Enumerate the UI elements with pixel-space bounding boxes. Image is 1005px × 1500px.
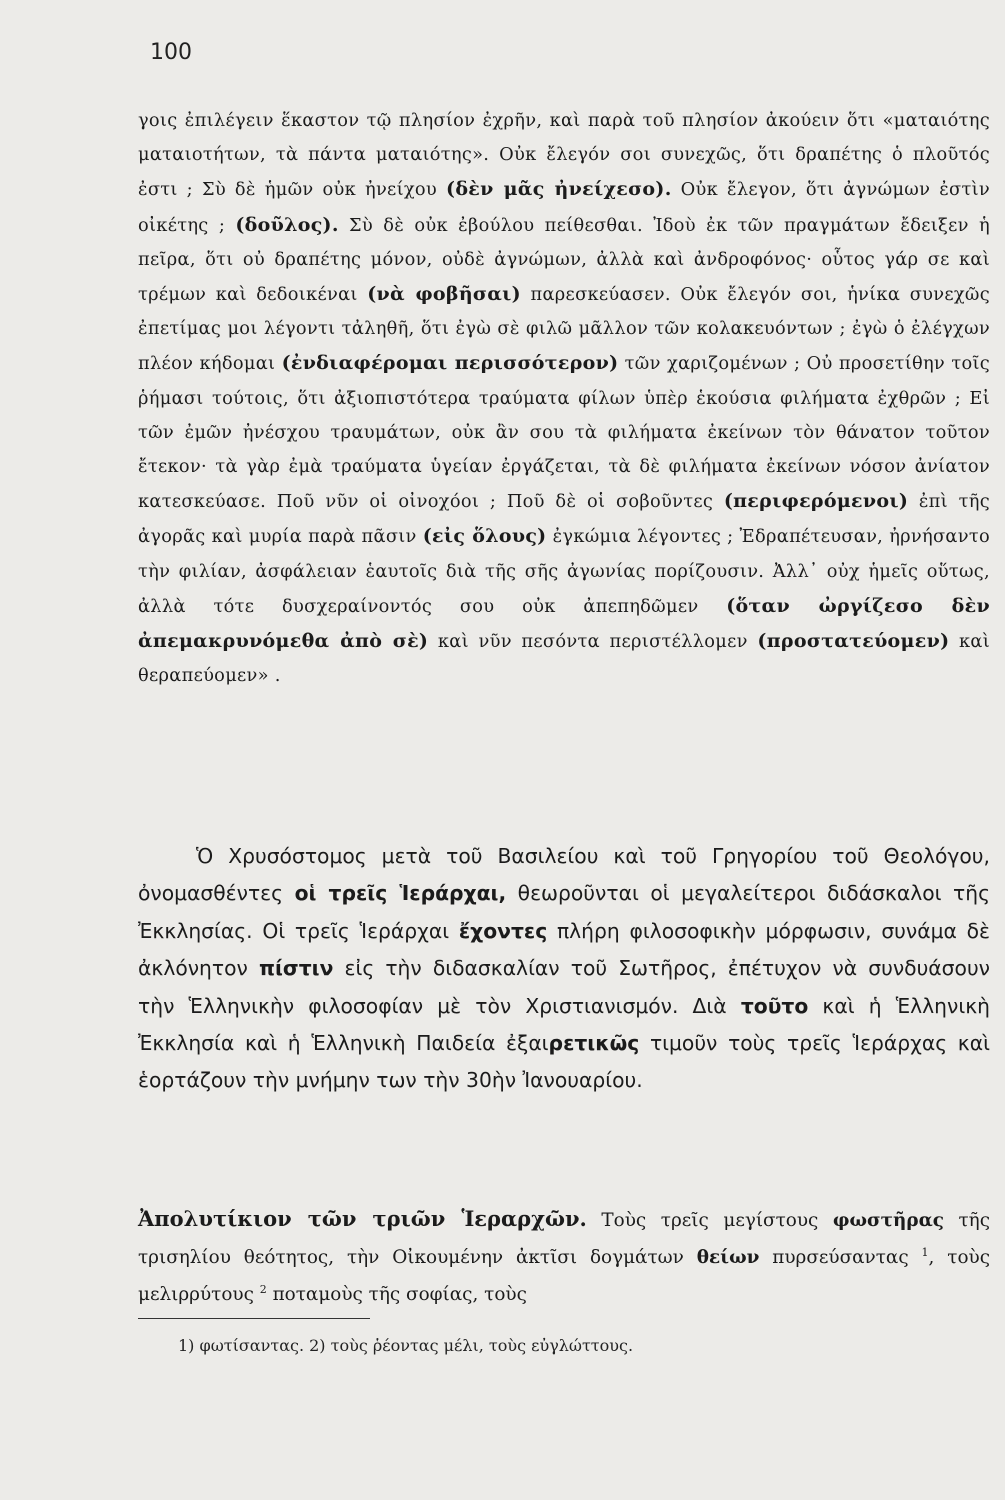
footnote: 1) φωτίσαντας. 2) τοὺς ῥέοντας μέλι, τοὺς εὐγλώττους. xyxy=(178,1336,634,1355)
text-run: ποταμοὺς τῆς σοφίας, τοὺς xyxy=(266,1284,527,1305)
gloss: (ἐνδιαφέρομαι περισσότερον) xyxy=(281,352,619,375)
text-run: καὶ νῦν πεσόντα περιστέλλομεν xyxy=(428,631,758,653)
emphasis: ρετικῶς xyxy=(548,1031,640,1056)
text-run: ἐπὶ τῆς ἀγορᾶς καὶ μυρία παρὰ πᾶσιν xyxy=(138,491,990,548)
text-run: Οὐκ ἔλεγον, ὅτι ἀγνώμων ἐστὶν οἰκέτης ; xyxy=(138,179,990,236)
apolytikion-title: Ἀπολυτίκιον τῶν τριῶν Ἱεραρχῶν. xyxy=(138,1206,587,1231)
gloss: (δὲν μᾶς ἠνείχεσο). xyxy=(446,178,672,201)
text-run: πλήρη φιλοσοφικὴν μόρφωσιν, συνάμα δὲ ἀκλόνητον xyxy=(138,918,990,981)
gloss: (ὅταν ὠργίζεσο δὲν ἀπεμακρυνόμεθα ἀπὸ σὲ) xyxy=(138,594,990,653)
text-run: ἐγκώμια λέγοντες ; Ἐδραπέτευσαν, ἠρνήσαντο τὴν φιλίαν, ἀσφάλειαν ἑαυτοῖς διὰ τῆς σῆς ἀγωνίας πορίζουσιν. Ἀλλ᾽ οὐχ ἡμεῖς οὕτως, ἀλλὰ τότε δυσχεραίνοντός σου οὐκ ἀπεπηδῶμεν xyxy=(138,526,990,617)
footnote-marker: 1 xyxy=(921,1245,929,1259)
emphasis: φωστῆρας xyxy=(832,1210,944,1231)
text-run: καὶ ἡ Ἑλληνικὴ Ἐκκλησία καὶ ἡ Ἑλληνικὴ Παιδεία ἐξαι xyxy=(138,993,990,1056)
text-run: παρεσκεύασεν. Οὐκ ἔλεγόν σοι, ἡνίκα συνεχῶς ἐπετίμας μοι λέγοντι τἀληθῆ, ὅτι ἐγὼ σὲ φιλῶ μᾶλλον τῶν κολακευόντων ; ἐγὼ ὁ ἐλέγχων πλέον κήδομαι xyxy=(138,284,990,375)
text-run: τῶν χαριζομένων ; Οὐ προσετίθην τοῖς ῥήμασι τούτοις, ὅτι ἀξιοπιστότερα τραύματα φίλων ὑπὲρ ἑκούσια φιλήματα ἐχθρῶν ; Εἰ τῶν ἐμῶν ἠνέσχου τραυμάτων, οὐκ ἂν σου τὰ φιλήματα ἐκείνων τὸν θάνατον τοῦτον ἔτεκον· τὰ γὰρ ἐμὰ τραύματα ὑγείαν ἐργάζεται, τὰ δὲ φιλήματα ἐκείνων νόσον ἀνίατον κατεσκεύασε. Ποῦ νῦν οἱ οἰνοχόοι ; Ποῦ δὲ οἱ σοβοῦντες xyxy=(138,353,990,513)
gloss: (περιφερόμενοι) xyxy=(723,490,909,513)
text-run: Ὁ Χρυσόστομος μετὰ τοῦ Βασιλείου καὶ τοῦ Γρηγορίου τοῦ Θεολόγου, ὀνομασθέντες xyxy=(138,844,990,906)
text-run: τιμοῦν τοὺς τρεῖς Ἱεράρχας καὶ ἑορτάζουν τὴν μνήμην των τὴν 30ὴν Ἰανουαρίου. xyxy=(138,1031,990,1093)
paragraph-apolytikion xyxy=(138,1200,990,1313)
text-run: Σὺ δὲ οὐκ ἐβούλου πείθεσθαι. Ἰδοὺ ἐκ τῶν πραγμάτων ἔδειξεν ἡ πεῖρα, ὅτι οὐ δραπέτης μόνον, οὐδὲ ἀγνώμων, ἀλλὰ καὶ ἀνδροφόνος· οὗτος γάρ σε καὶ τρέμων καὶ δεδοικέναι xyxy=(138,214,990,306)
paragraph-three-hierarchs xyxy=(138,838,990,1100)
text-run: γοις ἐπιλέγειν ἕκαστον τῷ πλησίον ἐχρῆν, καὶ παρὰ τοῦ πλησίον ἀκούειν ὅτι «ματαιότης ματαιοτήτων, τὰ πάντα ματαιότης». Οὐκ ἔλεγόν σοι συνεχῶς, ὅτι δραπέτης ὁ πλοῦτός ἐστι ; Σὺ δὲ ἡμῶν οὐκ ἠνείχου xyxy=(138,110,990,201)
text-run: Τοὺς τρεῖς μεγίστους xyxy=(586,1210,833,1231)
page-number: 100 xyxy=(150,40,192,65)
gloss: (δοῦλος). xyxy=(235,213,339,236)
gloss: (προστατεύομεν) xyxy=(757,630,950,653)
emphasis: πίστιν xyxy=(258,956,334,981)
text-run: εἰς τὴν διδασκαλίαν τοῦ Σωτῆρος, ἐπέτυχον νὰ συνδυάσουν τὴν Ἑλληνικὴν φιλοσοφίαν μὲ τὸν Χριστιανισμόν. Διὰ xyxy=(138,956,991,1018)
emphasis: οἱ τρεῖς Ἱεράρχαι, xyxy=(294,881,507,906)
text-run: τῆς τρισηλίου θεότητος, τὴν Οἰκουμένην ἀκτῖσι δογμάτων xyxy=(138,1210,990,1268)
text-run: , τοὺς μελιρρύτους xyxy=(138,1247,991,1305)
paragraph-sermon xyxy=(138,104,990,693)
text-run: πυρσεύσαντας xyxy=(759,1247,922,1268)
emphasis: τοῦτο xyxy=(740,993,809,1018)
footnote-marker: 2 xyxy=(259,1282,267,1296)
gloss: (νὰ φοβῆσαι) xyxy=(367,283,521,306)
text-run: καὶ θεραπεύομεν» . xyxy=(138,631,990,687)
text-run: θεωροῦνται οἱ μεγαλείτεροι διδάσκαλοι τῆς Ἐκκλησίας. Οἱ τρεῖς Ἱεράρχαι xyxy=(138,881,991,943)
gloss: (εἰς ὅλους) xyxy=(422,525,547,548)
emphasis: θείων xyxy=(696,1247,760,1268)
footnote-divider xyxy=(138,1318,370,1319)
emphasis: ἔχοντες xyxy=(458,918,548,943)
